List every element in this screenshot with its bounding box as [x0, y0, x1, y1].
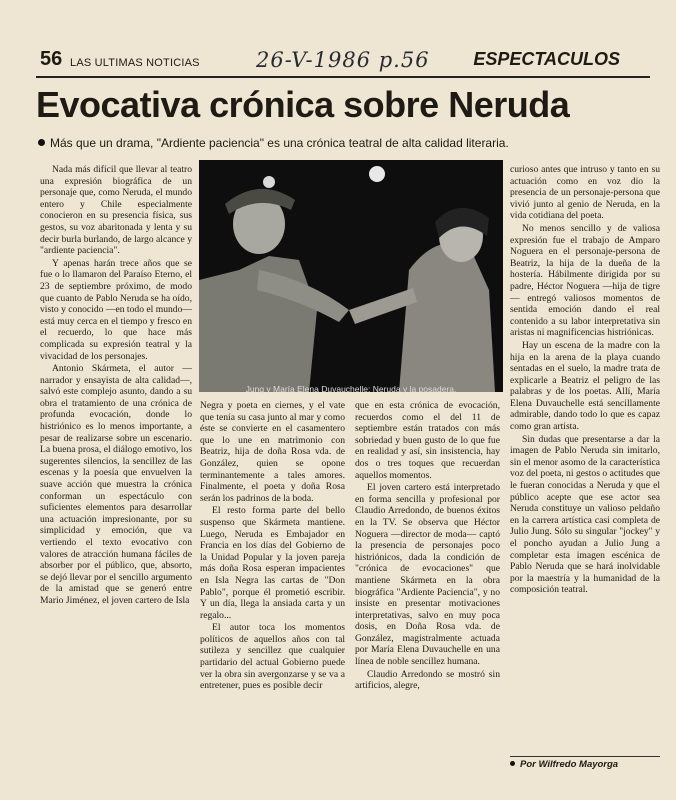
subhead	[38, 136, 648, 150]
paragraph: Antonio Skármeta, el autor —narrador y ensayista de alta calidad—, salvó este complejo asunto, dando a su obra el tratamiento de una crónica de profunda evocación, donde lo histriónico es lo menos importante, a pesar de realizarse sobre un escenario. La buena prosa, el diálogo emotivo, los sugerentes silencios, la sencillez de las escenas y la poesía que envuelven la suave acción que muestra la crónica conforman un espectáculo con suficientes elementos para desarrollar una actuación impresionante, por su simplicidad y emoción, que va vertiendo el texto evocativo con valores de atracción humana fáciles de absorber por el público, que, absorto, se dejó llevar por el sencillo argumento de la amistad que se generó entre Mario Jiménez, el joven cartero de Isla	[40, 363, 192, 606]
byline	[510, 756, 660, 770]
article-photo	[199, 160, 503, 392]
paragraph: El joven cartero está interpretado en forma sencilla y profesional por Claudio Arredondo, de buenos éxitos en la TV. Se observa que Héctor Noguera —director de moda— captó la presencia de personajes poco histriónicos, dada la condición de "crónica de evocaciones" que mantiene Skármeta en la obra biográfica "Ardiente Paciencia", y no insiste en presentar motivaciones interpretativas, salvo en muy poca dosis, en Doña Rosa vda. de González, magistralmente actuada por María Elena Duvauchelle en una línea de noble sencillez humana.	[355, 482, 500, 668]
page-number: 56	[40, 48, 63, 70]
article-column-4	[510, 164, 660, 748]
article-column-3	[355, 400, 500, 790]
paragraph: El resto forma parte del bello suspenso que Skármeta mantiene. Luego, Neruda es Embajador en Francia en los días del Gobierno de la Unidad Popular y la joven pareja más doña Rosa esperan impacientes en Isla Negra las cartas de "Don Pablo", porque él prometió escribir. Y un día, llega la ansiada carta y un regalo...	[200, 505, 345, 621]
paragraph: Hay un escena de la madre con la hija en la arena de la playa cuando sentadas en el suelo, la madre trata de explicarle a Beatriz el peligro de las palabras y de los poetas. Allí, María Elena Duvauchelle está sencillamente admirable, dando todo lo que es capaz como gran artista.	[510, 339, 660, 433]
bullet-icon	[38, 139, 45, 146]
section-name: ESPECTACULOS	[473, 49, 620, 69]
photo-actors-illustration	[199, 160, 503, 392]
byline-text: Por Wilfredo Mayorga	[520, 759, 619, 770]
paragraph: que en esta crónica de evocación, recuerdos como el del 11 de septiembre están tratados con más sobriedad y buen gusto de lo que fue en realidad y así, sin insistencia, hay dos o tres toques que recuerdan aquellos momentos.	[355, 400, 500, 481]
bullet-icon	[510, 761, 515, 766]
article-column-1	[40, 164, 192, 784]
article-column-2	[200, 400, 345, 790]
paragraph: Y apenas harán trece años que se fue o lo llamaron del Paraíso Eterno, el 23 de septiembre próximo, de modo que cuanto de Pablo Neruda se ha oído, visto y conocido —en todo el mundo— está muy cerca en el tiempo y fresco en el recuerdo, lo que hace más complicada su expresión teatral y la vivacidad de los personajes.	[40, 257, 192, 362]
paragraph: Nada más difícil que llevar al teatro una expresión biográfica de un personaje que, como Neruda, el mundo entero y Chile especialmente conocieron en su presencia física, sus gestos, su voz abaritonada y lenta y su decir burla burlando, de largo alcance y "ardiente paciencia".	[40, 164, 192, 257]
paragraph: curioso antes que intruso y tanto en su actuación como en voz dio la presencia de un personaje-persona que vivió junto al genio de Neruda, en la vida cotidiana del poeta.	[510, 164, 660, 222]
paragraph: El autor toca los momentos políticos de aquellos años con tal sutileza y sencillez que cualquier partidario del actual Gobierno puede ver la obra sin avergonzarse y se va a entretener, pues es posible decir	[200, 622, 345, 692]
paragraph: Sin dudas que presentarse a dar la imagen de Pablo Neruda sin imitarlo, sin el menor asomo de la característica voz del poeta, ni gestos o actitudes que le fueran conocidas a Neruda y que el público acepte que ese actor sea Neruda constituye un valioso peldaño en la carrera artística casi completa de Julio Jung. Sólo su singular "jockey" y el poncho ayudan a Julio Jung a completar esta imagen escénica de Pablo Neruda que se hará inolvidable por la maestría y la humanidad de la composición teatral.	[510, 433, 660, 596]
newspaper-name: LAS ULTIMAS NOTICIAS	[70, 57, 200, 69]
handwritten-date-note: 26-V-1986 p.56	[256, 48, 430, 72]
paragraph: No menos sencillo y de valiosa expresión fue el trabajo de Amparo Noguera en el personaje-persona de Beatriz, la hija de la dueña de la hostería. Hábilmente dirigida por su padre, Héctor Noguera —hija de tigre— entregó valiosos momentos de sentida emoción dando el real contenido a su labor interpretativa sin aristas ni magnificencias histriónicas.	[510, 222, 660, 339]
photo-caption: Jung y María Elena Duvauchelle: Neruda y la posadera.	[245, 384, 457, 394]
subhead-text: Más que un drama, "Ardiente paciencia" es una crónica teatral de alta calidad literaria.	[50, 136, 509, 150]
paragraph: Claudio Arredondo se mostró sin artificios, alegre,	[355, 668, 500, 692]
paragraph: Negra y poeta en ciernes, y el vate que tenía su casa junto al mar y como éste se convierte en el casamentero que lo une en matrimonio con Beatriz, hija de doña Rosa vda. de González, quien se opone terminantemente a tales amores. Finalmente, el poeta y doña Rosa serán los padrinos de la boda.	[200, 400, 345, 504]
masthead	[36, 46, 650, 78]
headline: Evocativa crónica sobre Neruda	[36, 84, 570, 125]
